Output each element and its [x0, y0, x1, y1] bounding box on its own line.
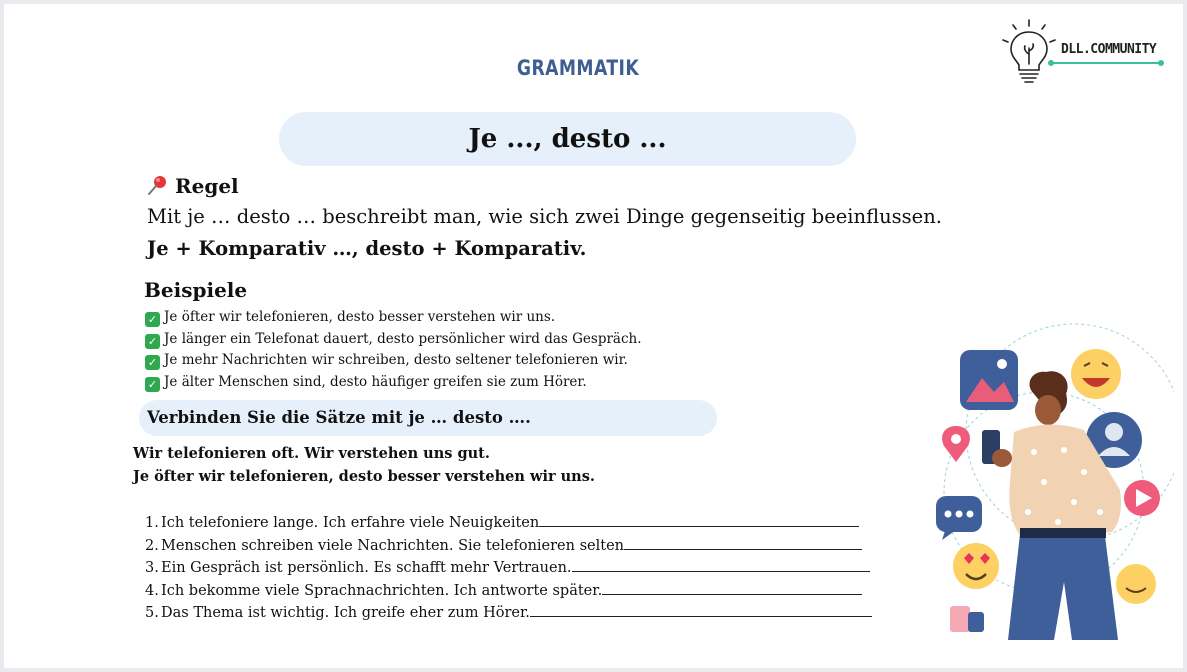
list-item: ✓ Je älter Menschen sind, desto häufiger greifen sie zum Hörer.: [145, 372, 642, 394]
exercise-item: 1. Ich telefoniere lange. Ich erfahre viele Neuigkeiten: [145, 512, 872, 535]
heart-eyes-emoji-icon: [953, 543, 999, 589]
pushpin-icon: [147, 174, 169, 196]
rule-formula: Je + Komparativ …, desto + Komparativ.: [147, 237, 587, 260]
answer-blank[interactable]: [572, 557, 870, 572]
task-instruction: Verbinden Sie die Sätze mit je … desto ….: [147, 408, 531, 427]
answer-blank[interactable]: [602, 580, 862, 595]
worksheet-page: [4, 4, 1183, 668]
examples-heading: Beispiele: [144, 278, 248, 302]
check-icon: ✓: [145, 355, 160, 370]
exercise-item: 2. Menschen schreiben viele Nachrichten. Sie telefonieren selten: [145, 535, 872, 558]
rule-heading: Regel: [147, 174, 239, 198]
lightbulb-icon: [999, 18, 1059, 88]
task-example-solution: Je öfter wir telefonieren, desto besser verstehen wir uns.: [133, 468, 595, 485]
examples-list: [145, 307, 642, 393]
logo: [999, 18, 1164, 88]
list-item: ✓ Je öfter wir telefonieren, desto besser verstehen wir uns.: [145, 307, 642, 329]
check-icon: ✓: [145, 377, 160, 392]
image-bubble-icon: [960, 350, 1018, 410]
list-item: ✓ Je länger ein Telefonat dauert, desto persönlicher wird das Gespräch.: [145, 329, 642, 351]
check-icon: ✓: [145, 334, 160, 349]
lesson-title: Je ..., desto ...: [279, 112, 856, 166]
exercise-item: 4. Ich bekomme viele Sprachnachrichten. Ich antworte später.: [145, 580, 872, 603]
person-with-phone-illustration: [924, 322, 1174, 640]
play-button-icon: [1124, 480, 1160, 516]
exercise-item: 5. Das Thema ist wichtig. Ich greife eher zum Hörer.: [145, 602, 872, 625]
logo-text: DLL.COMMUNITY: [1061, 42, 1157, 57]
laughing-emoji-icon: [1071, 349, 1121, 399]
answer-blank[interactable]: [539, 512, 859, 527]
check-icon: ✓: [145, 312, 160, 327]
logo-underline: [1047, 58, 1167, 68]
exercise-list: [145, 512, 872, 625]
answer-blank[interactable]: [530, 602, 872, 617]
location-pin-icon: [942, 426, 970, 462]
smiling-emoji-icon: [1116, 564, 1156, 604]
list-item: ✓ Je mehr Nachrichten wir schreiben, desto seltener telefonieren wir.: [145, 350, 642, 372]
chat-bubble-icon: [936, 496, 982, 540]
task-instruction-box: [139, 400, 717, 436]
task-example-input: Wir telefonieren oft. Wir verstehen uns gut.: [133, 445, 490, 462]
section-title: GRAMMATIK: [516, 56, 640, 80]
rule-explanation: Mit je … desto … beschreibt man, wie sich zwei Dinge gegenseitig beeinflussen.: [147, 205, 942, 228]
answer-blank[interactable]: [624, 535, 862, 550]
person-figure: [982, 371, 1121, 640]
thumbs-up-icon: [950, 606, 984, 632]
exercise-item: 3. Ein Gespräch ist persönlich. Es schafft mehr Vertrauen.: [145, 557, 872, 580]
